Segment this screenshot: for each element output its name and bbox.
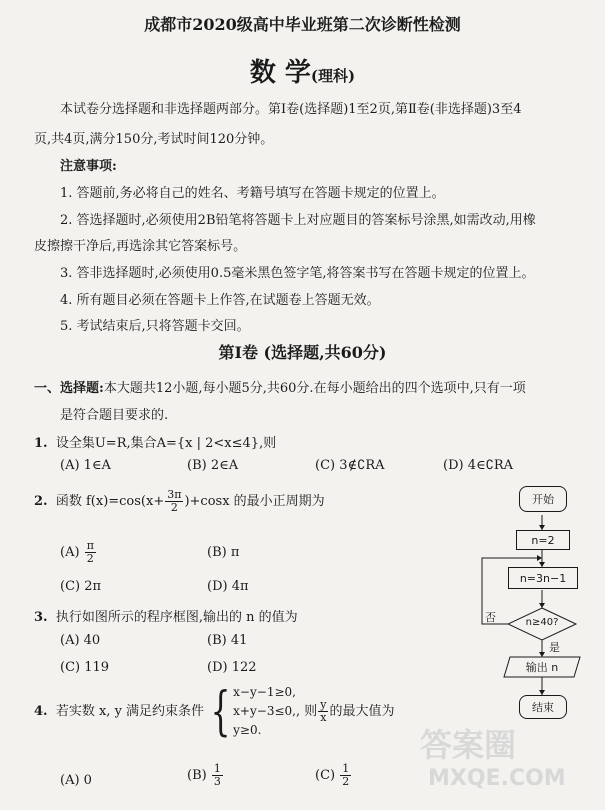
question-3 [34,606,298,625]
constraint-system [233,683,296,740]
question-stem: 执行如图所示的程序框图,输出的 n 的值为 [55,610,298,625]
exam-title: 成都市2020级高中毕业班第二次诊断性检测 [144,15,461,34]
question-number: 1. [34,436,48,451]
flowchart-output: 输出 n [525,661,559,674]
section-instruction [34,377,526,396]
fraction-denominator: 2 [342,775,350,788]
q2-option-c: (C) 2π [60,579,102,594]
fraction-denominator: 2 [86,552,94,565]
flowchart-no-label: 否 [485,611,496,624]
note-item: 1. 答题前,务必将自己的姓名、考籍号填写在答题卡规定的位置上。 [60,186,445,201]
intro-line-2: 页,共4页,满分150分,考试时间120分钟。 [34,132,274,147]
q3-option-c: (C) 119 [60,660,110,675]
instruction-text: 本大题共12小题,每小题5分,共60分.在每小题给出的四个选项中,只有一项 [103,381,526,396]
q2-option-a [60,540,97,565]
q4-option-b [187,763,224,788]
flowchart-start: 开始 [519,486,567,512]
q3-option-b: (B) 41 [207,633,248,648]
watermark-logo: 答案圈 [420,726,517,764]
fraction-denominator: 2 [170,501,178,514]
q4-option-c [315,763,352,788]
question-4 [34,683,394,740]
question-stem-tail: 的最大值为 [329,704,395,719]
flowchart-init: n=2 [516,530,570,550]
fraction-denominator: x [320,711,327,724]
flowchart-yes-label: 是 [549,641,560,654]
fraction-denominator: 3 [213,775,221,788]
question-2 [34,489,325,514]
fraction-numerator: y [320,698,327,711]
constraint: x−y−1≥0, [233,685,296,699]
q2-option-b: (B) π [207,545,240,560]
constraint: y≥0. [233,723,262,737]
question-1 [34,432,276,451]
q1-option-a: (A) 1∈A [60,458,111,473]
subject-note: (理科) [310,67,356,85]
flowchart-end: 结束 [519,695,567,719]
note-item: 3. 答非选择题时,必须使用0.5毫米黑色签字笔,将答案书写在答题卡规定的位置上。 [60,266,535,281]
note-item: 4. 所有题目必须在答题卡上作答,在试题卷上答题无效。 [60,293,380,308]
fraction-numerator: π [86,539,94,552]
note-item: 2. 答选择题时,必须使用2B铅笔将答题卡上对应题目的答案标号涂黑,如需改动,用橡 [60,213,536,228]
q1-option-d: (D) 4∈∁RA [443,458,514,473]
question-number: 3. [34,610,48,625]
question-stem-tail: )+cosx 的最小正周期为 [184,494,325,509]
left-brace: { [210,681,231,742]
watermark-url: MXQE.COM [428,766,566,791]
arrow-head [537,555,542,561]
fraction-numerator: 3π [167,488,182,501]
question-number: 2. [34,494,48,509]
subject-heading [0,52,605,89]
option-label: (C) [315,768,336,783]
fraction [85,540,96,565]
section-title: 第Ⅰ卷 (选择题,共60分) [218,343,387,362]
fraction [340,763,351,788]
note-item: 皮擦擦干净后,再选涂其它答案标号。 [34,239,247,254]
question-stem-mid: , 则 [295,704,318,719]
q1-option-b: (B) 2∈A [187,458,239,473]
instruction-label: 一、选择题: [34,381,104,396]
note-item: 5. 考试结束后,只将答题卡交回。 [60,319,250,334]
arrow-head [539,652,545,657]
question-stem: 若实数 x, y 满足约束条件 [55,704,205,719]
arrow-head [539,603,545,608]
fraction [212,763,223,788]
question-stem: 函数 f(x)=cos(x+ [55,494,165,509]
fraction [318,699,328,724]
question-stem: 设全集U=R,集合A={x | 2<x≤4},则 [55,436,277,451]
flowchart-condition: n≥40? [525,617,559,628]
fraction-numerator: 1 [342,762,350,775]
fraction-numerator: 1 [213,762,221,775]
q1-option-c: (C) 3∉∁RA [315,458,385,473]
q4-option-a: (A) 0 [60,773,92,788]
fraction [165,489,183,514]
flowchart-update: n=3n−1 [508,567,578,589]
flowchart-connectors [470,480,605,730]
notes-heading: 注意事项: [60,159,117,174]
question-number: 4. [34,704,48,719]
constraint: x+y−3≤0, [233,704,296,718]
subject-name: 数 学 [249,58,311,88]
q3-option-a: (A) 40 [60,633,101,648]
option-label: (A) [60,545,80,560]
intro-line-1: 本试卷分选择题和非选择题两部分。第Ⅰ卷(选择题)1至2页,第Ⅱ卷(非选择题)3至4 [60,102,522,117]
q2-option-d: (D) 4π [207,579,249,594]
option-label: (B) [187,768,207,783]
instruction-line-2: 是符合题目要求的. [60,408,169,423]
q3-option-d: (D) 122 [207,660,257,675]
